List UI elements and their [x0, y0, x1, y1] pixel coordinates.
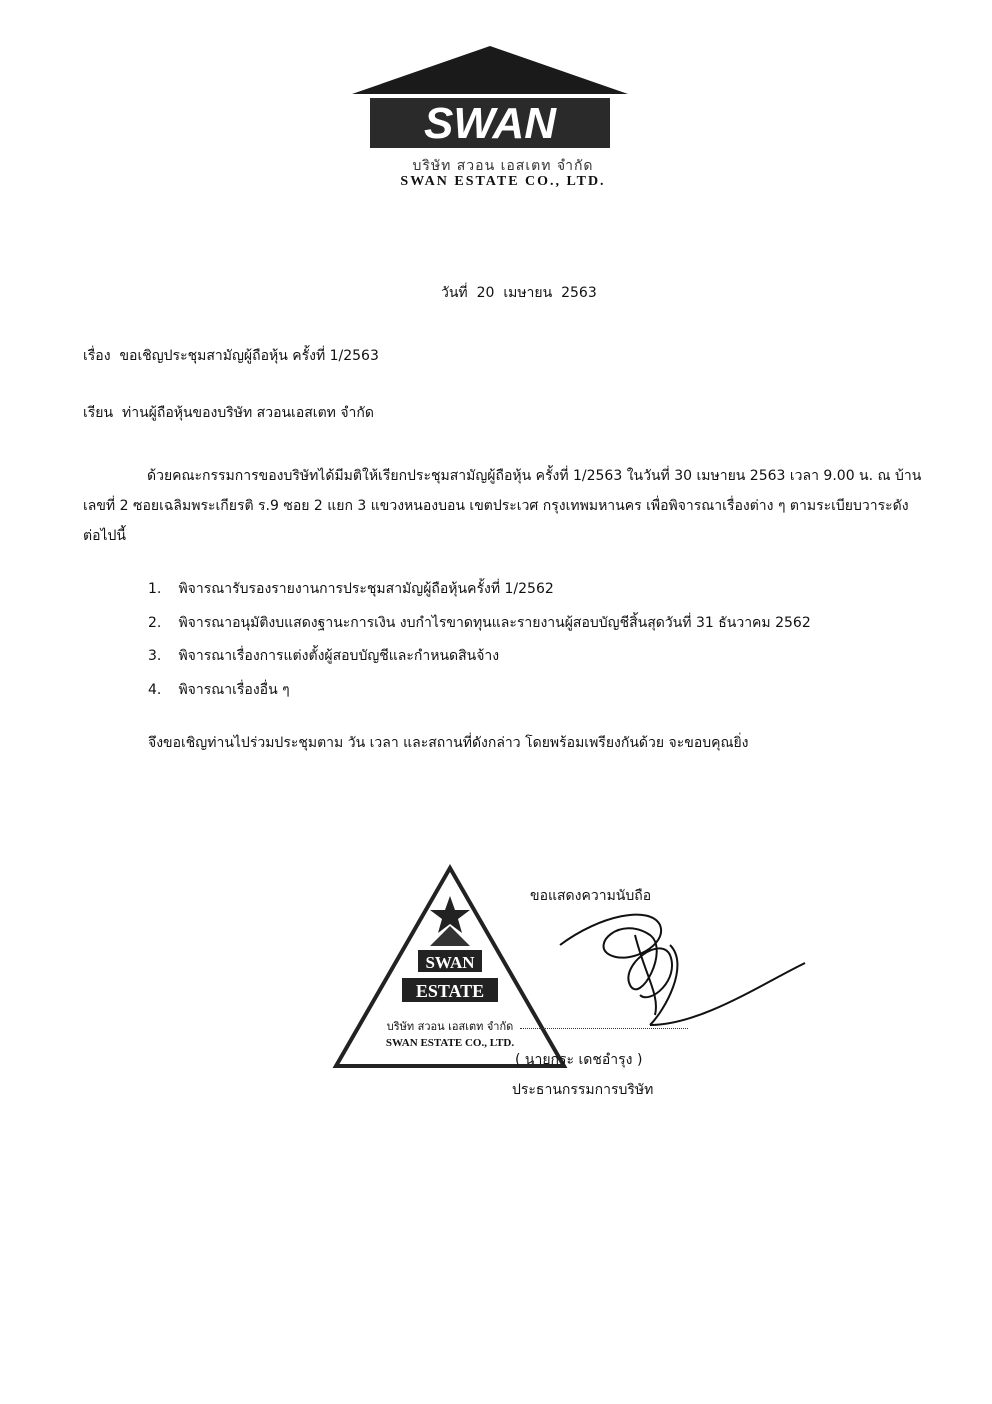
date-day: 20: [476, 285, 495, 301]
stamp-swan: SWAN: [425, 953, 475, 972]
agenda-item: [148, 612, 811, 634]
body-paragraph: ด้วยคณะกรรมการของบริษัทได้มีมติให้เรียกประชุมสามัญผู้ถือหุ้น ครั้งที่ 1/2563 ในวันที่ 30 เมษายน 2563 เวลา 9.00 น. ณ บ้านเลขที่ 2 ซอยเฉลิมพระเกียรติ ร.9 ซอย 2 แยก 3 แขวงหนองบอน เขตประเวศ กรุงเทพมหานคร เพื่อพิจารณาเรื่องต่าง ๆ ตามระเบียบวาระดังต่อไปนี้: [83, 468, 922, 544]
date-month: เมษายน: [503, 285, 553, 301]
signature-stroke: [560, 915, 805, 1025]
subject-label: เรื่อง: [83, 348, 111, 364]
letter-subject: [83, 346, 379, 366]
agenda-number: 4.: [148, 682, 162, 698]
agenda-text: พิจารณาอนุมัติงบแสดงฐานะการเงิน งบกำไรขาดทุนและรายงานผู้สอบบัญชีสิ้นสุดวันที่ 31 ธันวาคม 2562: [178, 615, 811, 631]
stamp-company-en: SWAN ESTATE CO., LTD.: [385, 1037, 515, 1049]
letter-recipient: [83, 403, 374, 423]
recipient-label: เรียน: [83, 405, 114, 421]
signatory-title: ประธานกรรมการบริษัท: [512, 1082, 654, 1098]
date-year: 2563: [561, 285, 597, 301]
stamp-roof: [430, 926, 470, 946]
recipient-text: ท่านผู้ถือหุ้นของบริษัท สวอนเอสเตท จำกัด: [121, 405, 374, 421]
letterhead-company-en: SWAN ESTATE CO., LTD.: [400, 174, 606, 189]
stamp-estate: ESTATE: [415, 981, 485, 1001]
agenda-item: [148, 578, 554, 600]
agenda-text: พิจารณาเรื่องอื่น ๆ: [178, 682, 290, 698]
agenda-text: พิจารณาเรื่องการแต่งตั้งผู้สอบบัญชีและกำหนดสินจ้าง: [178, 648, 500, 664]
agenda-item: [148, 679, 290, 701]
signatory-name: ( นายกระ เดชอำรุง ): [515, 1052, 643, 1068]
date-label: วันที่: [441, 285, 468, 301]
agenda-item: [148, 645, 499, 667]
handwritten-signature: [540, 895, 820, 1055]
letterhead-company-th: บริษัท สวอน เอสเตท จำกัด: [412, 158, 594, 174]
stamp-company-th: บริษัท สวอน เอสเตท จำกัด: [386, 1020, 514, 1033]
regards-text: ขอแสดงความนับถือ: [530, 888, 652, 904]
agenda-number: 2.: [148, 615, 162, 631]
agenda-number: 3.: [148, 648, 162, 664]
agenda-number: 1.: [148, 581, 162, 597]
logo-roof: [352, 46, 628, 94]
closing-sentence: จึงขอเชิญท่านไปร่วมประชุมตาม วัน เวลา และสถานที่ดังกล่าว โดยพร้อมเพรียงกันด้วย จะขอบคุณยิ่ง: [148, 735, 749, 751]
letter-date: [441, 283, 597, 303]
subject-text: ขอเชิญประชุมสามัญผู้ถือหุ้น ครั้งที่ 1/2563: [119, 348, 379, 364]
logo-wordmark: SWAN: [424, 99, 556, 148]
agenda-text: พิจารณารับรองรายงานการประชุมสามัญผู้ถือหุ้นครั้งที่ 1/2562: [178, 581, 554, 597]
signature-line: [520, 1028, 688, 1029]
